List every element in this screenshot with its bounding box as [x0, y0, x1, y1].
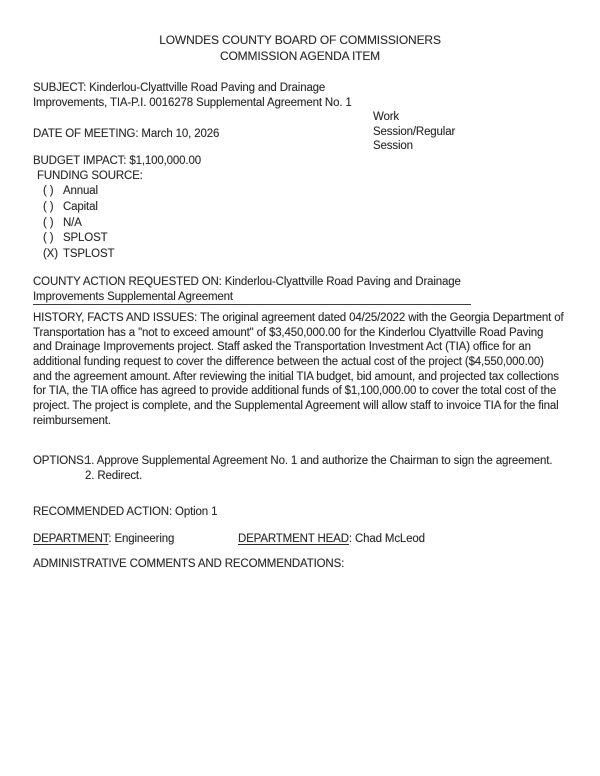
options-list [85, 454, 573, 483]
funding-option-splost [43, 231, 243, 247]
department-head-group [238, 532, 425, 547]
funding-option-label: N/A [63, 216, 82, 229]
header-doc-type: COMMISSION AGENDA ITEM [219, 48, 381, 63]
session-line: Session [373, 140, 413, 153]
county-action-heading [33, 275, 471, 305]
options-block [33, 454, 573, 483]
session-line: Session/Regular [373, 125, 456, 138]
admin-comments-heading: ADMINISTRATIVE COMMENTS AND RECOMMENDATIONS: [33, 558, 345, 570]
header-org-title: LOWNDES COUNTY BOARD OF COMMISSIONERS [159, 33, 441, 47]
department-head-label: DEPARTMENT HEAD [238, 533, 349, 545]
checkbox-mark: ( ) [43, 232, 54, 245]
department-row [33, 532, 573, 547]
funding-option-label: SPLOST [63, 232, 108, 245]
department-value: : Engineering [108, 533, 175, 545]
checkbox-mark: ( ) [43, 200, 54, 213]
funding-option-label: Annual [63, 185, 98, 197]
date-of-meeting: DATE OF MEETING: March 10, 2026 [33, 128, 220, 140]
department-group [33, 533, 174, 545]
county-action-line: COUNTY ACTION REQUESTED ON: Kinderlou-Clyattville Road Paving and Drainage [33, 276, 461, 288]
session-line: Work [373, 111, 400, 123]
subject-block [33, 81, 365, 110]
checkbox-mark-checked: (X) [43, 248, 58, 260]
funding-option-label: TSPLOST [63, 248, 115, 260]
funding-option-capital [43, 200, 243, 216]
document-header [0, 33, 600, 64]
funding-option-tsplost [43, 247, 243, 263]
history-facts-issues-paragraph: HISTORY, FACTS AND ISSUES: The original agreement dated 04/25/2022 with the Georgia Department of Transportation has a "not to exceed amount" of $3,450,000.00 for the Kinderlou Clyattville Road Paving and Drainage Improvements project. Staff asked the Transportation Investment Act (TIA) office for an additional funding request to cover the difference between the actual cost of the project ($4,550,000.00) and the agreement amount. After reviewing the initial TIA budget, bid amount, and projected tax collections for TIA, the TIA office has agreed to provide additional funds of $1,100,000.00 to cover the total cost of the project. The project is complete, and the Supplemental Agreement will allow staff to invoice TIA for the final reimbursement. [33, 312, 564, 427]
subject-line: Improvements, TIA-P.I. 0016278 Supplemental Agreement No. 1 [33, 96, 352, 109]
funding-option-label: Capital [63, 200, 98, 213]
recommended-action: RECOMMENDED ACTION: Option 1 [33, 506, 218, 518]
funding-option-na [43, 216, 243, 232]
checkbox-mark: ( ) [43, 185, 54, 197]
checkbox-mark: ( ) [43, 216, 54, 229]
option-item: 1. Approve Supplemental Agreement No. 1 and authorize the Chairman to sign the agreement. [85, 455, 553, 467]
funding-source-label: FUNDING SOURCE: [37, 170, 143, 182]
session-type-note [373, 110, 483, 154]
budget-impact: BUDGET IMPACT: $1,100,000.00 [33, 155, 201, 167]
subject-line: SUBJECT: Kinderlou-Clyattville Road Paving and Drainage [33, 82, 326, 94]
funding-option-annual [43, 184, 243, 200]
funding-source-list [43, 184, 243, 263]
department-head-value: : Chad McLeod [348, 533, 425, 545]
department-label: DEPARTMENT [33, 533, 109, 545]
options-label: OPTIONS: [33, 455, 87, 467]
county-action-line: Improvements Supplemental Agreement [33, 290, 233, 303]
option-item: 2. Redirect. [85, 469, 143, 482]
